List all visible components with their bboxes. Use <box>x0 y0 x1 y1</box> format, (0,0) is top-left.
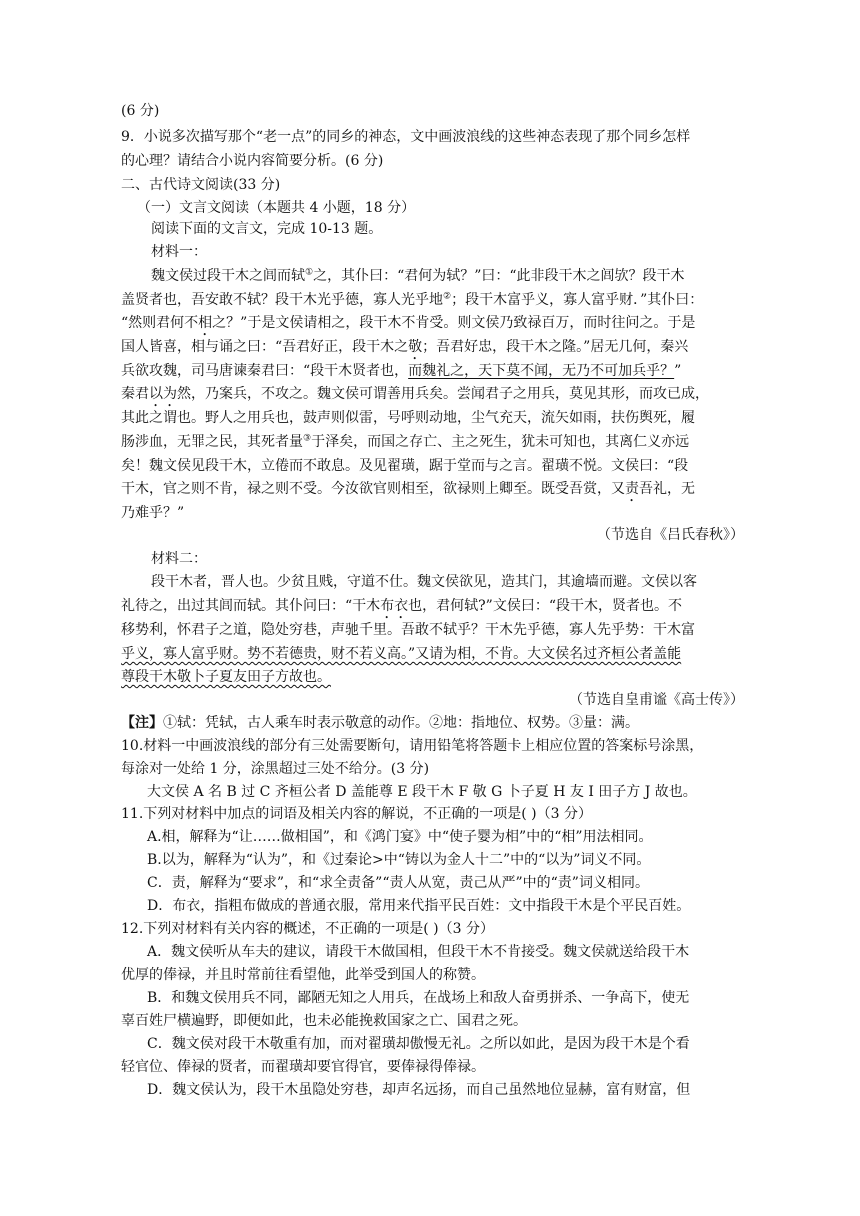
question-9-line-1: 9．小说多次描写那个“老一点”的同乡的神态，文中画波浪线的这些神态表现了那个同乡怎样 <box>121 129 691 145</box>
footnote-marker: ① <box>305 267 314 278</box>
material-1-line-8 <box>121 434 741 451</box>
material-1-line-7: 其此之谓也。野人之用兵也，鼓声则似雷，号呼则动地，尘气充天，流矢如雨，扶伤舆死，履 <box>121 410 695 426</box>
note-text: ①轼：凭轼，古人乘车时表示敬意的动作。②地：指地位、权势。③量：满。 <box>163 715 639 731</box>
question-10-sentence: 大文侯 A 名 B 过 C 齐桓公者 D 盖能尊 E 段干木 F 敬 G 卜子夏 H 友 I 田子方 J 故也。 <box>147 784 697 800</box>
text-segment: 礼待之，出过其闾而轼。其仆问曰：“干木 <box>121 598 381 614</box>
material-1-line-9: 矣！魏文侯见段干木，立倦而不敢息。及见翟璜，踞于堂而与之言。翟璜不悦。文侯曰：“段 <box>121 458 689 474</box>
question-11-option-b: B.以为，解释为“认为”，和《过秦论>中“铸以为金人十二”中的“以为”词义不同。 <box>147 852 651 868</box>
question-11: 11.下列对材料中加点的词语及相关内容的解说，不正确的一项是( )（3 分） <box>121 806 592 822</box>
material-2-label: 材料二： <box>151 551 207 567</box>
underlined-sentence: 而魏礼之，天下莫不闻，无乃不可加兵乎？ <box>408 363 675 379</box>
wavy-underlined-text: 乎义，寡人富乎财。势不若德贵，财不若义高。”又请为相，不肯。大文侯名过齐桓公者盖能 <box>121 646 682 662</box>
material-1-line-5 <box>121 363 741 380</box>
dotted-word: 以为 <box>149 386 177 402</box>
text-segment: 于泽矣，而国之存亡、主之死生，犹未可知也，其离仁义亦远 <box>311 434 690 450</box>
question-11-option-a: A.相，解释为“让……做相国”，和《鸿门宴》中“使子婴为相”中的“相”用法相同。 <box>147 829 653 845</box>
text-segment: 干木，官之则不肯，禄之则不受。今汝欲官则相至，欲禄则上卿至。既受吾赏，又 <box>121 481 625 497</box>
text-segment: 盖贤者也，吾安敢不轼？段干木光乎德，寡人光乎地 <box>121 292 443 308</box>
dotted-word: 布衣 <box>380 598 409 614</box>
annotation-note <box>121 715 741 732</box>
material-2-line-5 <box>121 669 741 686</box>
material-1-line-1 <box>151 268 771 285</box>
source-citation-2: （节选自皇甫谧《高士传》） <box>569 692 744 708</box>
material-1-line-4 <box>121 339 741 363</box>
question-12-option-a-line-1: A．魏文侯听从车夫的建议，请段干木做国相，但段干木不肯接受。魏文侯就送给段干木 <box>147 944 690 960</box>
dotted-word: 相 <box>198 315 213 331</box>
material-1-line-11: 乃难乎？” <box>121 505 185 521</box>
section-heading: 二、古代诗文阅读(33 分) <box>121 177 281 193</box>
score-line: (6 分) <box>121 103 160 119</box>
material-1-label: 材料一： <box>151 244 207 260</box>
question-12-option-c-line-1: C．魏文侯对段干木敬重有加，而对翟璜却傲慢无礼。之所以如此，是因为段干木是个看 <box>147 1036 690 1052</box>
dotted-word: 责 <box>625 481 639 497</box>
question-10-line-1: 10.材料一中画波浪线的部分有三处需要断句，请用铅笔将答题卡上相应位置的答案标号涂黑， <box>121 738 704 754</box>
footnote-marker: ② <box>443 291 452 302</box>
question-12-option-d-line-1: D．魏文侯认为，段干木虽隐处穷巷，却声名远扬，而自己虽然地位显赫，富有财富，但 <box>147 1082 691 1098</box>
footnote-marker: ③ <box>303 433 312 444</box>
text-segment: ；吾君好忠，段干木之隆。”居无几何，秦兴 <box>422 339 689 355</box>
text-segment: 国人皆喜，相与诵之曰：“吾君好正，段干木之 <box>121 339 409 355</box>
question-11-option-d: D．布衣，指粗布做成的普通衣服，常用来代指平民百姓：文中指段干木是个平民百姓。 <box>147 898 691 914</box>
material-2-line-4 <box>121 646 741 663</box>
text-segment: 之，其仆曰：“君何为轼？”曰：“此非段干木之闾欤？段干木 <box>313 268 685 284</box>
text-segment: 也，君何轼?”文侯曰：“段干木，贤者也。不 <box>408 598 682 614</box>
text-segment: ；段干木富乎义，寡人富乎财．”其仆曰： <box>451 292 704 308</box>
subsection-heading: （一）文言文阅读（本题共 4 小题，18 分） <box>137 200 416 216</box>
question-12-option-a-line-2: 优厚的俸禄，并且时常前往看望他，此举受到国人的称赞。 <box>121 967 485 983</box>
note-label: 【注】 <box>121 715 163 731</box>
text-segment: 吾礼，无 <box>639 481 695 497</box>
text-segment: 之？”于是文侯请相之，段干木不肯受。则文侯乃致禄百万，而时往问之。于是 <box>212 315 696 331</box>
material-2-line-2 <box>121 598 741 622</box>
text-segment: 秦君 <box>121 386 149 402</box>
question-9-line-2: 的心理？请结合小说内容简要分析。(6 分) <box>121 153 384 169</box>
question-12: 12.下列对材料有关内容的概述，不正确的一项是( )（3 分） <box>121 921 494 937</box>
source-citation-1: （节选自《吕氏春秋》） <box>597 527 744 543</box>
wavy-underlined-text: 尊段干木敬卜子夏友田子方故也。 <box>121 669 331 685</box>
instruction-line: 阅读下面的文言文，完成 10-13 题。 <box>151 221 383 237</box>
question-11-option-c: C．责，解释为“要求”，和“求全责备”“责人从宽，责己从严”中的“责”词义相同。 <box>147 875 649 891</box>
question-10-line-2: 每涂对一处给 1 分，涂黑超过三处不给分。(3 分) <box>121 761 430 777</box>
question-12-option-b-line-2: 辜百姓尸横遍野，即便如此，也未必能挽救国家之亡、国君之死。 <box>121 1013 527 1029</box>
material-2-line-3: 移势利，怀君子之道，隐处穷巷，声驰千里。吾敢不轼乎？干木先乎德，寡人先乎势：干木富 <box>121 622 695 638</box>
dotted-word: 敬 <box>408 339 423 355</box>
material-1-line-2 <box>121 292 741 309</box>
text-segment: “然则君何不 <box>121 315 199 331</box>
question-12-option-b-line-1: B．和魏文侯用兵不同，鄙陋无知之人用兵，在战场上和敌人奋勇拼杀、一争高下，使无 <box>147 990 690 1006</box>
material-2-line-1: 段干木者，晋人也。少贫且贱，守道不仕。魏文侯欲见，造其门，其逾墙而避。文侯以客 <box>151 574 697 590</box>
text-segment: 然，乃案兵，不攻之。魏文侯可谓善用兵矣。尝闻君子之用兵，莫见其形，而攻已成， <box>177 386 709 402</box>
text-segment: ” <box>674 363 682 379</box>
material-1-line-10 <box>121 481 741 505</box>
material-1-line-3 <box>121 315 741 339</box>
text-segment: 兵欲攻魏，司马唐谏秦君曰：“段干木贤者也， <box>121 363 409 379</box>
material-1-line-6 <box>121 386 741 410</box>
question-12-option-c-line-2: 轻官位、俸禄的贤者，而翟璜却要官得官，要俸禄得俸禄。 <box>121 1059 485 1075</box>
text-segment: 肠涉血，无罪之民，其死者量 <box>121 434 303 450</box>
text-segment: 魏文侯过段干木之闾而轼 <box>151 268 305 284</box>
